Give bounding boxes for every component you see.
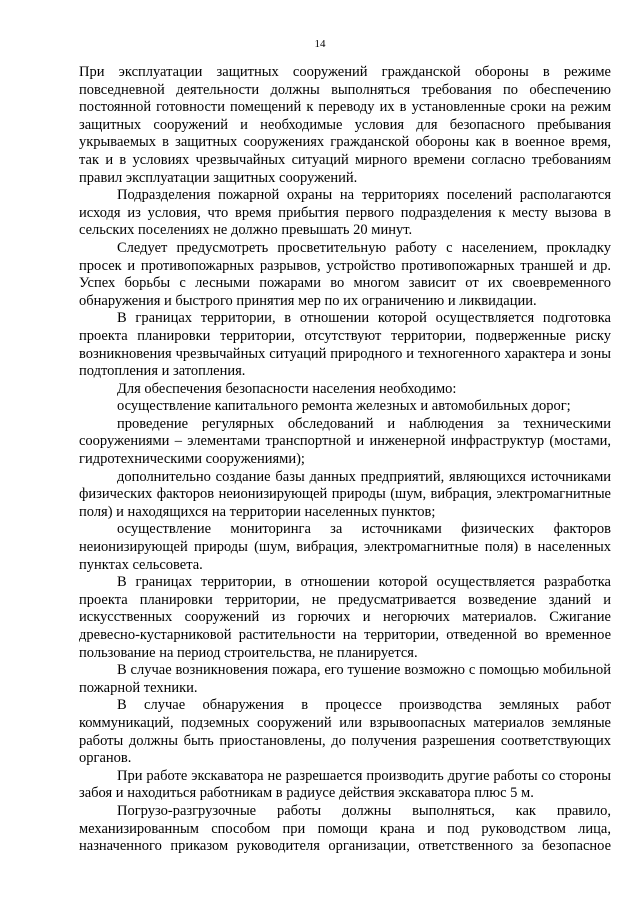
list-item-structure-inspections: проведение регулярных обследований и наблюдения за техническими сооружениями – элементами транспортной и инженерной инфраструктур (мостами, гидротехническими сооружениями);: [79, 415, 611, 468]
paragraph-fire-protection-units: Подразделения пожарной охраны на территориях поселений располагаются исходя из условия, что время прибытия первого подразделения к месту вызова в сельских поселениях не должно превышать 20 минут.: [79, 187, 611, 239]
paragraph-excavator-safety: При работе экскаватора не разрешается производить другие работы со стороны забоя и находиться работникам в радиусе действия экскаватора плюс 5 м.: [79, 767, 611, 802]
paragraph-emergency-risk-areas: В границах территории, в отношении которой осуществляется подготовка проекта планировки территории, отсутствуют территории, подверженные риску возникновения чрезвычайных ситуаций природного и техногенного характера и зоны подтопления и затопления.: [79, 310, 611, 380]
paragraph-safety-measures-intro: Для обеспечения безопасности населения необходимо:: [117, 380, 457, 397]
paragraph-forest-fire-prevention: Следует предусмотреть просветительную работу с населением, прокладку просек и противопожарных разрывов, устройство противопожарных траншей и др. Успех борьбы с лесными пожарами во многом зависит от их своевременного обнаружения и быстрого принятия мер по их ограничению и ликвидации.: [79, 239, 611, 309]
paragraph-loading-unloading: Погрузо-разгрузочные работы должны выполняться, как правило, механизированным способом при помощи крана и под руководством лица, назначенного приказом руководителя организации, ответственного за безопасное: [79, 802, 611, 855]
paragraph-civil-defense-shelters: При эксплуатации защитных сооружений гражданской обороны в режиме повседневной деятельности должны выполняться требования по обеспечению постоянной готовности помещений к переводу их в установленные сроки на режим защитных сооружений и необходимые условия для безопасного пребывания укрываемых в защитных сооружениях гражданской обороны как в военное время, так и в условиях чрезвычайных ситуаций мирного времени согласно требованиям правил эксплуатации защитных сооружений.: [79, 64, 611, 186]
paragraph-earthworks-suspension: В случае обнаружения в процессе производства земляных работ коммуникаций, подземных сооружений или взрывоопасных материалов земляные работы должны быть приостановлены, до получения разрешения соответствующих органов.: [79, 697, 611, 767]
list-item-enterprise-database: дополнительно создание базы данных предприятий, являющихся источниками физических факторов неионизирующей природы (шум, вибрация, электромагнитные поля) и находящихся на территории населенных пунктов;: [79, 468, 611, 520]
page-body: [79, 64, 611, 856]
paragraph-fire-extinguishing: В случае возникновения пожара, его тушение возможно с помощью мобильной пожарной техники.: [79, 662, 611, 696]
paragraph-no-construction-planned: В границах территории, в отношении которой осуществляется разработка проекта планировки территории, не предусматривается возведение зданий и искусственных сооружений из горючих и негорючих материалов. Сжигание древесно-кустарниковой растительности на территории, отведенной во временное пользование на период строительства, не планируется.: [79, 574, 611, 661]
list-item-physical-factor-monitoring: осуществление мониторинга за источниками физических факторов неионизирующей природы (шум, вибрация, электромагнитные поля) в населенных пунктах сельсовета.: [79, 521, 611, 573]
page-number: 14: [314, 38, 326, 50]
list-item-road-repair: осуществление капитального ремонта железных и автомобильных дорог;: [117, 398, 571, 415]
